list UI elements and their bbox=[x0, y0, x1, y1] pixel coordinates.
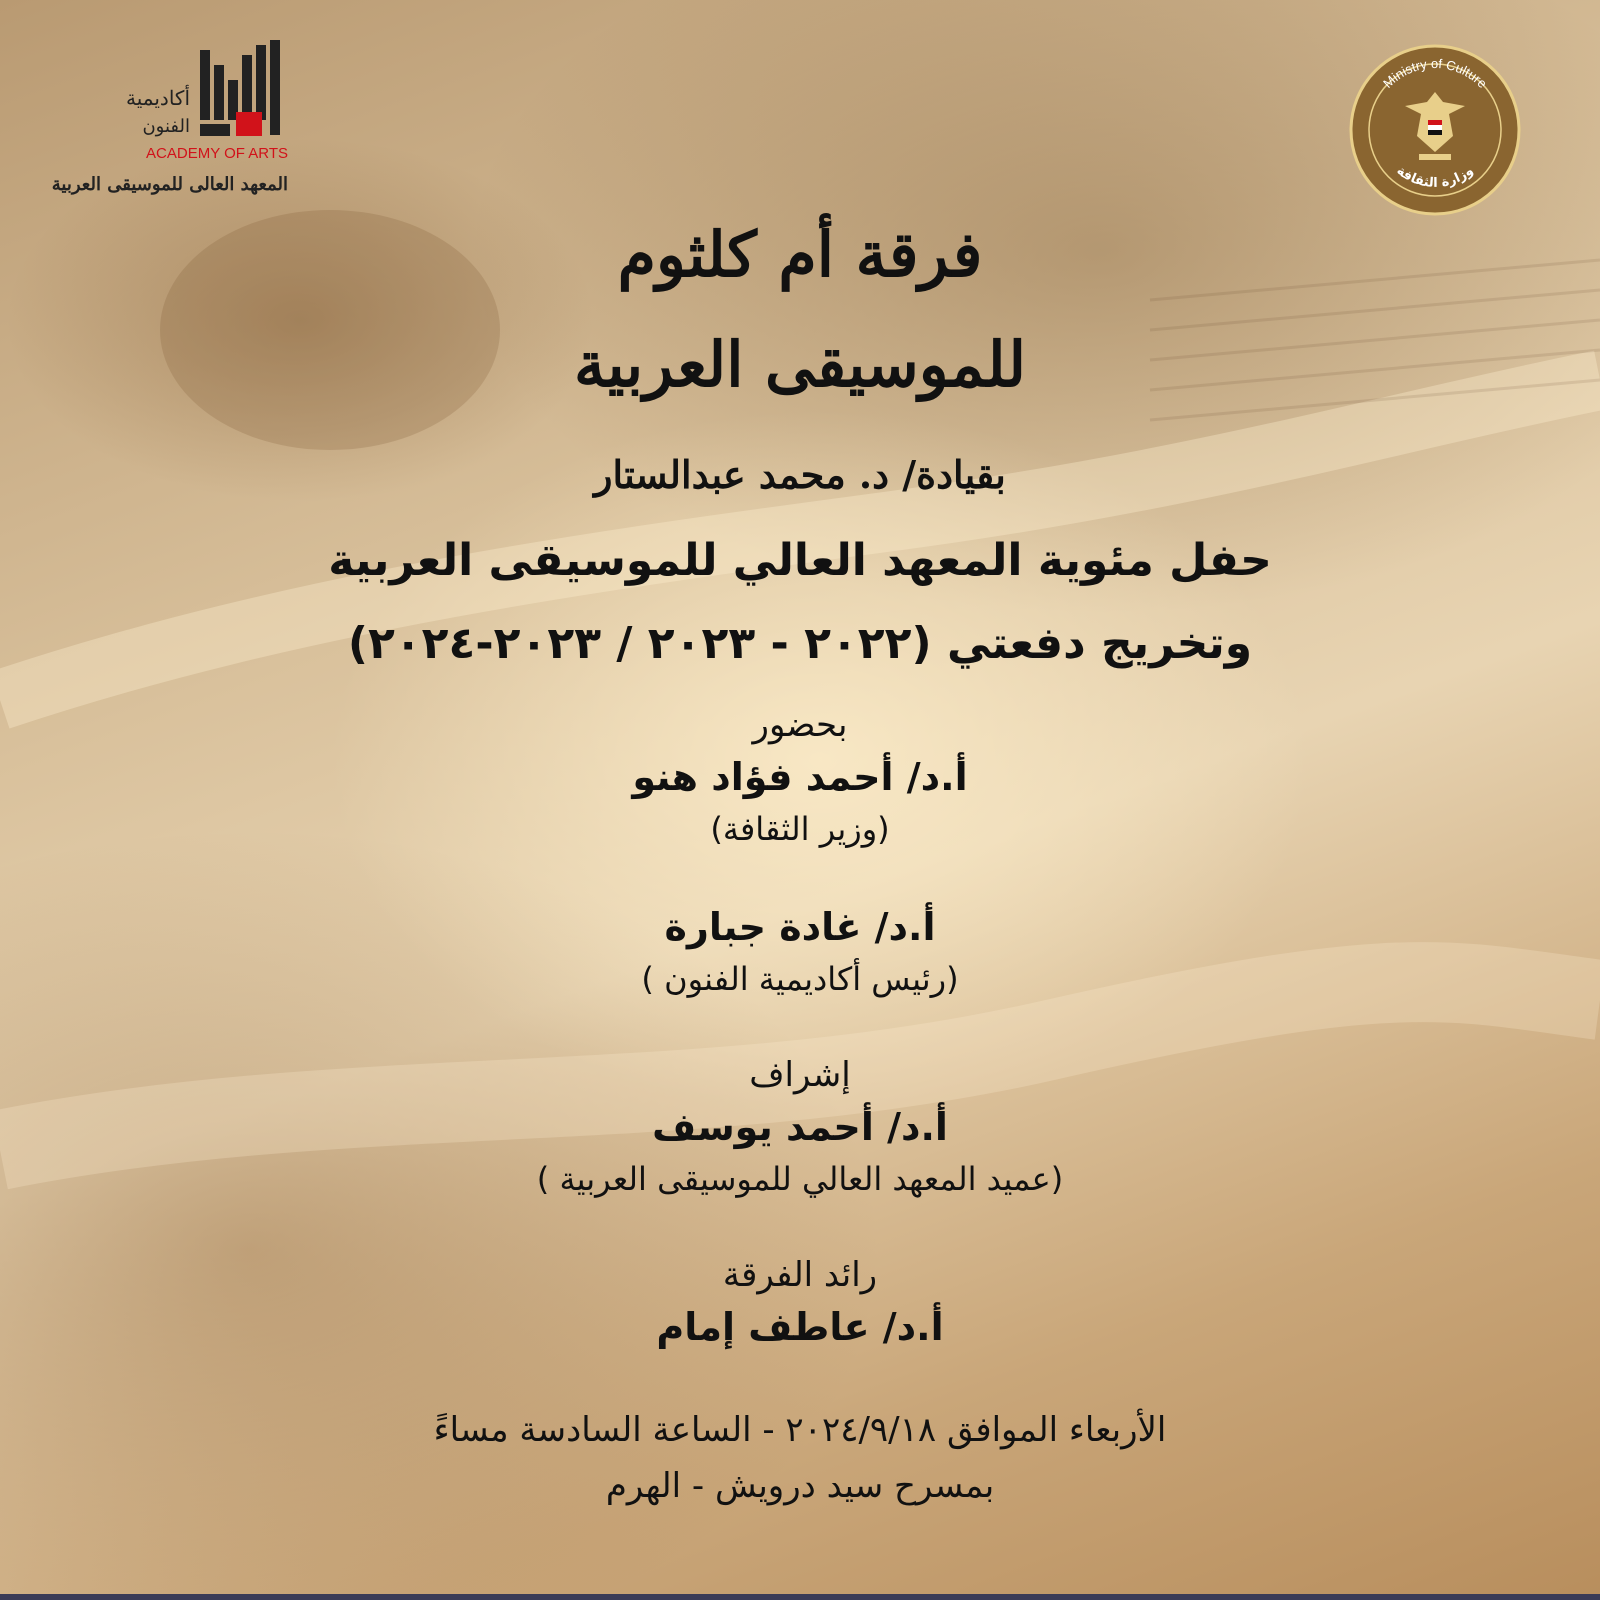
event-title-line1: حفل مئوية المعهد العالي للموسيقى العربية bbox=[328, 535, 1272, 586]
troupe-title-line2: للموسيقى العربية bbox=[573, 328, 1026, 401]
ministry-logo-arabic-mark: وزارة الثقافة bbox=[1393, 163, 1477, 191]
academy-logo-red-square bbox=[236, 112, 262, 136]
academy-of-arts-logo bbox=[30, 40, 300, 200]
guest-role: (وزير الثقافة) bbox=[710, 810, 890, 848]
event-venue: بمسرح سيد درويش - الهرم bbox=[605, 1466, 995, 1506]
guest-name: أ.د/ غادة جبارة bbox=[664, 905, 936, 949]
ministry-of-culture-logo bbox=[1345, 40, 1525, 220]
bottom-border bbox=[0, 1594, 1600, 1600]
pioneer-label: رائد الفرقة bbox=[722, 1255, 878, 1295]
troupe-title-line1: فرقة أم كلثوم bbox=[617, 218, 983, 291]
pioneer-name: أ.د/ عاطف إمام bbox=[656, 1305, 944, 1349]
academy-logo-english-mark: ACADEMY OF ARTS bbox=[146, 145, 288, 162]
svg-text:الفنون: الفنون bbox=[142, 116, 190, 137]
academy-logo-arabic-mark: أكاديمية bbox=[126, 86, 190, 110]
conductor-line: بقيادة/ د. محمد عبدالستار bbox=[594, 452, 1006, 497]
guest-role: (رئيس أكاديمية الفنون ) bbox=[641, 960, 959, 998]
ministry-logo-english-mark: Ministry of Culture bbox=[1380, 55, 1491, 91]
academy-logo-institute-mark: المعهد العالى للموسيقى العربية bbox=[51, 174, 288, 195]
supervision-label: إشراف bbox=[749, 1055, 851, 1095]
attendance-label: بحضور bbox=[752, 705, 848, 745]
event-datetime: الأربعاء الموافق ٢٠٢٤/٩/١٨ - الساعة السادسة مساءً bbox=[433, 1410, 1167, 1450]
supervisor-role: (عميد المعهد العالي للموسيقى العربية ) bbox=[536, 1160, 1064, 1198]
supervisor-name: أ.د/ أحمد يوسف bbox=[652, 1105, 948, 1149]
guest-name: أ.د/ أحمد فؤاد هنو bbox=[632, 755, 968, 799]
event-title-line2: وتخريج دفعتي (٢٠٢٢ - ٢٠٢٣ / ٢٠٢٣-٢٠٢٤) bbox=[347, 618, 1253, 669]
